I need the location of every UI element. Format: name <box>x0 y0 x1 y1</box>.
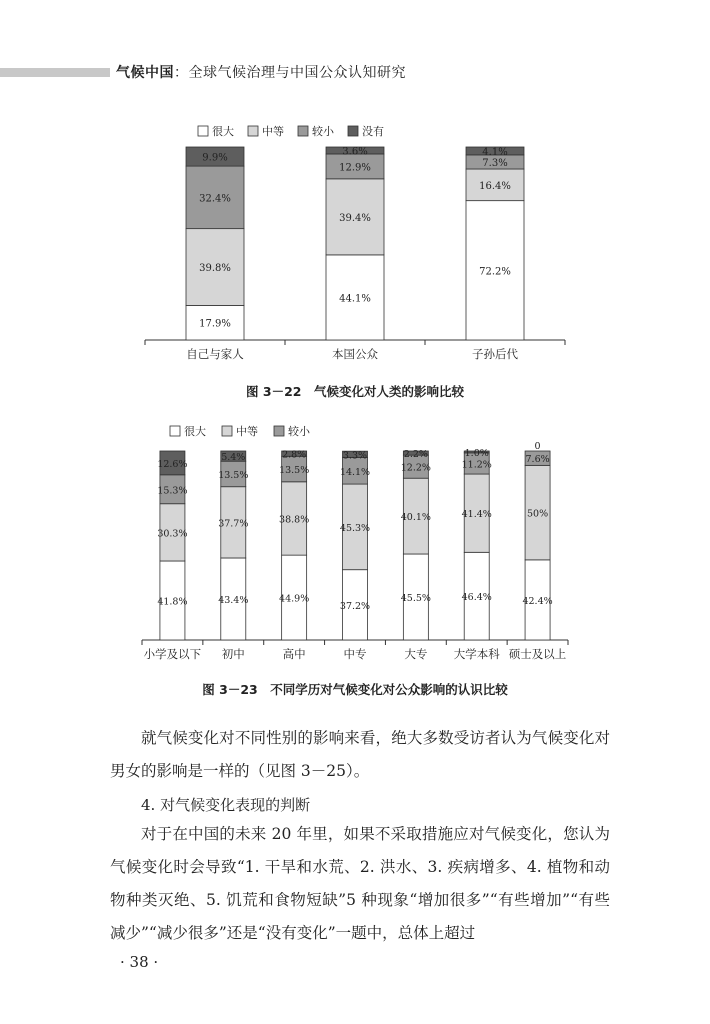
category-label: 硕士及以上 <box>508 647 567 661</box>
data-label: 13.5% <box>218 469 249 481</box>
legend-label: 中等 <box>236 425 258 438</box>
data-label: 50% <box>527 508 549 520</box>
category-label: 子孙后代 <box>472 347 518 361</box>
legend-label: 较小 <box>312 125 334 138</box>
data-label: 11.2% <box>461 459 492 471</box>
data-label: 37.7% <box>218 518 249 530</box>
data-label: 7.3% <box>482 157 508 169</box>
data-label: 43.4% <box>218 594 249 606</box>
data-label: 38.8% <box>279 514 310 526</box>
header-title-rest: ：全球气候治理与中国公众认知研究 <box>174 65 406 81</box>
page-number: · 38 · <box>120 953 159 971</box>
figure-caption-3-22: 图 3－22 气候变化对人类的影响比较 <box>246 384 464 399</box>
data-label: 13.5% <box>279 465 310 477</box>
data-label: 2.8% <box>282 449 307 461</box>
body-paragraph-2 <box>110 818 610 950</box>
data-label: 12.6% <box>157 458 188 470</box>
category-label: 小学及以下 <box>143 647 202 661</box>
category-label: 大专 <box>404 647 428 661</box>
data-label: 45.5% <box>400 593 431 605</box>
data-label: 0 <box>534 441 541 452</box>
data-label: 45.3% <box>339 522 371 534</box>
data-label: 41.8% <box>157 596 188 608</box>
data-label: 30.3% <box>157 528 188 540</box>
data-label: 5.4% <box>221 452 246 464</box>
data-label: 44.9% <box>279 593 310 605</box>
data-label: 9.9% <box>202 152 228 164</box>
data-label: 1.0% <box>464 447 489 459</box>
legend-swatch <box>222 426 232 436</box>
figure-caption-3-23: 图 3－23 不同学历对气候变化对公众影响的认识比较 <box>202 682 508 697</box>
legend-label: 很大 <box>212 125 234 138</box>
data-label: 7.6% <box>525 454 550 466</box>
data-label: 32.4% <box>199 193 231 205</box>
category-label: 中专 <box>343 647 367 661</box>
data-label: 3.3% <box>342 450 368 462</box>
legend-label: 没有 <box>362 125 384 138</box>
paragraph-text: 对于在中国的未来 20 年里，如果不采取措施应对气候变化，您认为气候变化时会导致“1. 干旱和水荒、2. 洪水、3. 疾病增多、4. 植物和动物种类灭绝、5. 饥荒和食物短缺”5 种现象“增加很多”“有些增加”“有些减少”“减少很多”还是“没有变化”一题中，总体上超过 <box>110 825 610 942</box>
data-label: 44.1% <box>339 293 371 305</box>
data-label: 16.4% <box>479 180 511 192</box>
data-label: 46.4% <box>461 592 492 604</box>
legend-label: 较小 <box>288 425 310 438</box>
data-label: 4.1% <box>482 146 508 158</box>
data-label: 41.4% <box>461 509 492 521</box>
body-paragraph-1 <box>110 722 610 788</box>
category-label: 初中 <box>221 647 245 661</box>
header-title-bold: 气候中国 <box>116 65 174 81</box>
legend-swatch <box>274 426 284 436</box>
legend-label: 中等 <box>262 125 284 138</box>
data-label: 39.8% <box>199 263 231 275</box>
paragraph-text: 就气候变化对不同性别的影响来看，绝大多数受访者认为气候变化对男女的影响是一样的（见图 3－25）。 <box>110 729 610 780</box>
data-label: 15.3% <box>157 485 188 497</box>
category-label: 高中 <box>282 647 306 661</box>
data-label: 37.2% <box>339 600 371 612</box>
data-label: 72.2% <box>479 266 511 278</box>
category-label: 本国公众 <box>332 347 378 361</box>
data-label: 3.6% <box>342 146 368 158</box>
category-label: 大学本科 <box>453 647 500 661</box>
data-label: 17.9% <box>199 318 231 330</box>
data-label: 14.1% <box>339 466 371 478</box>
category-label: 自己与家人 <box>186 347 244 361</box>
legend-swatch <box>170 426 180 436</box>
data-label: 2.2% <box>403 449 428 461</box>
data-label: 12.9% <box>339 162 371 174</box>
data-label: 40.1% <box>400 512 431 524</box>
legend-label: 很大 <box>184 425 206 438</box>
data-label: 42.4% <box>522 595 553 607</box>
data-label: 12.2% <box>400 462 431 474</box>
section-heading: 4. 对气候变化表现的判断 <box>141 796 311 814</box>
data-label: 39.4% <box>339 212 371 224</box>
